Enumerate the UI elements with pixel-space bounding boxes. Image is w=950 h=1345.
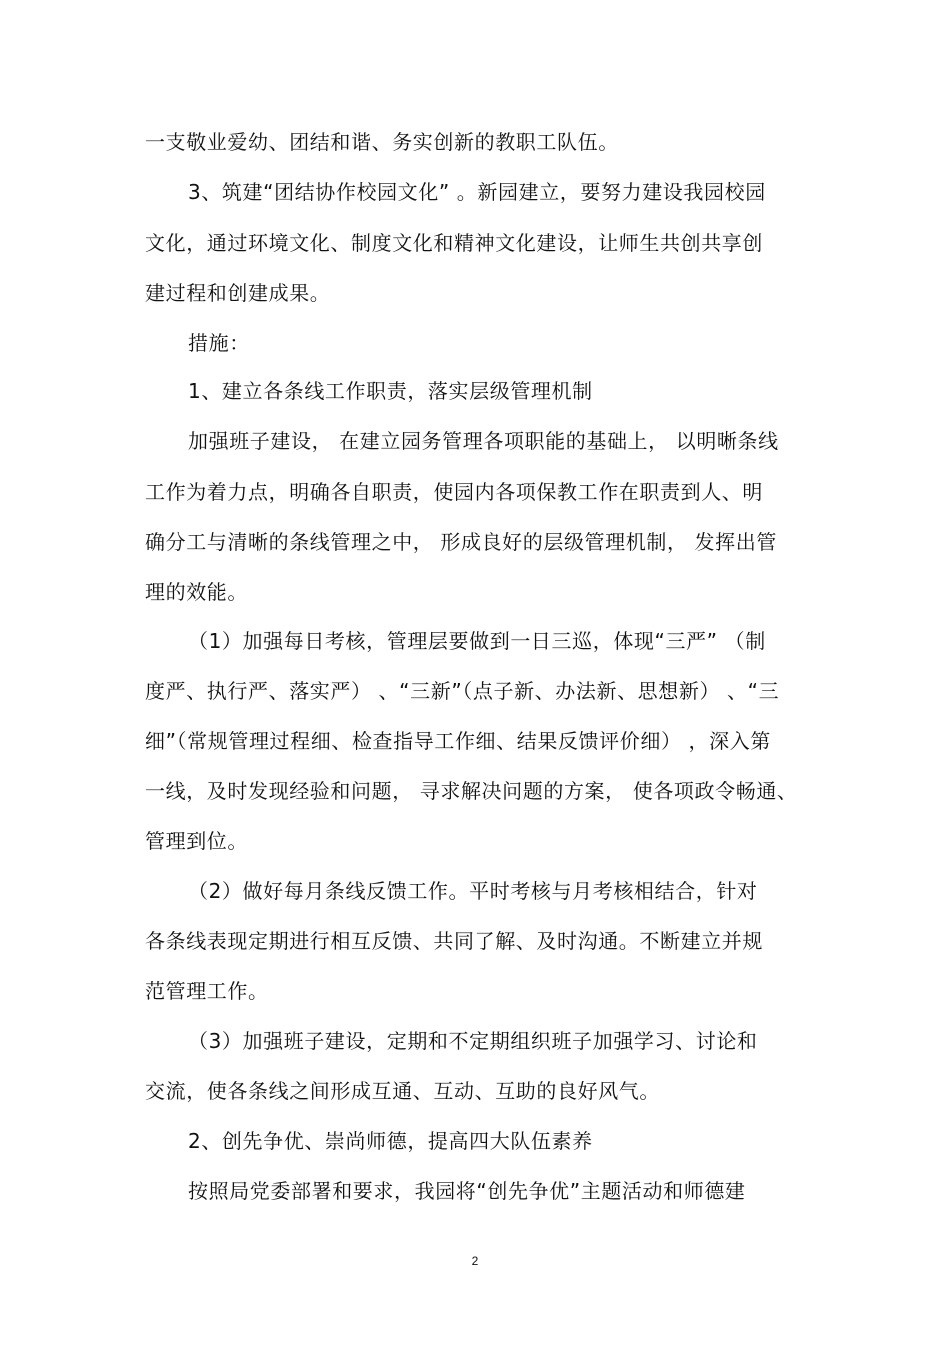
text-line: 管理到位。 — [145, 829, 248, 853]
text-line: 一线，及时发现经验和问题， 寻求解决问题的方案， 使各项政令畅通、 — [145, 779, 798, 803]
text-line: （1）加强每日考核，管理层要做到一日三巡，体现“三严” （制 — [188, 629, 766, 653]
page-number: 2 — [471, 1254, 479, 1268]
text-line: 范管理工作。 — [145, 979, 269, 1003]
text-line: 1、建立各条线工作职责，落实层级管理机制 — [188, 379, 593, 403]
text-line: 理的效能。 — [145, 580, 248, 604]
text-line: 2、创先争优、崇尚师德，提高四大队伍素养 — [188, 1129, 593, 1153]
text-line: 各条线表现定期进行相互反馈、共同了解、及时沟通。不断建立并规 — [145, 929, 763, 953]
text-line: 文化，通过环境文化、制度文化和精神文化建设，让师生共创共享创 — [145, 231, 763, 255]
text-line: 加强班子建设， 在建立园务管理各项职能的基础上， 以明晰条线 — [188, 429, 779, 453]
text-line: 确分工与清晰的条线管理之中， 形成良好的层级管理机制， 发挥出管 — [145, 530, 777, 554]
text-line: 建过程和创建成果。 — [145, 281, 331, 305]
text-line: 一支敬业爱幼、团结和谐、务实创新的教职工队伍。 — [145, 130, 619, 154]
text-line: 工作为着力点，明确各自职责，使园内各项保教工作在职责到人、明 — [145, 480, 763, 504]
text-line: 细”（常规管理过程细、检查指导工作细、结果反馈评价细） ，深入第 — [145, 729, 771, 753]
text-line: 交流，使各条线之间形成互通、互动、互助的良好风气。 — [145, 1079, 660, 1103]
text-line: 按照局党委部署和要求，我园将“创先争优”主题活动和师德建 — [188, 1179, 746, 1203]
text-line: 措施： — [188, 331, 250, 355]
text-line: （3）加强班子建设，定期和不定期组织班子加强学习、讨论和 — [188, 1029, 758, 1053]
text-line: 3、筑建“团结协作校园文化” 。新园建立，要努力建设我园校园 — [188, 180, 766, 204]
text-line: 度严、执行严、落实严） 、“三新”（点子新、办法新、思想新） 、“三 — [145, 679, 780, 703]
text-line: （2）做好每月条线反馈工作。平时考核与月考核相结合，针对 — [188, 879, 758, 903]
